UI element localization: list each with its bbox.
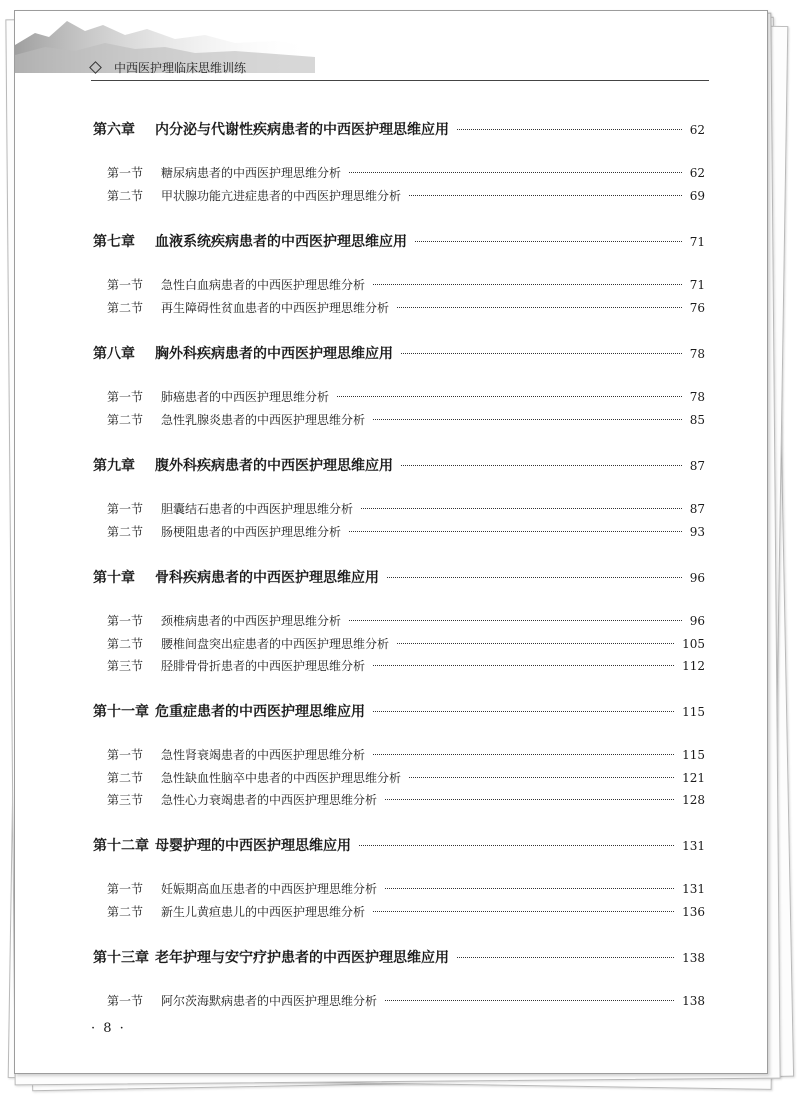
toc-chapter-entry[interactable] bbox=[93, 455, 705, 477]
section-number: 第三节 bbox=[107, 793, 144, 807]
entry-label bbox=[93, 835, 351, 855]
entry-label bbox=[93, 276, 365, 293]
entry-label bbox=[93, 880, 377, 897]
dot-leader bbox=[359, 845, 674, 846]
running-head-title: 中西医护理临床思维训练 bbox=[114, 61, 247, 75]
section-number: 第二节 bbox=[107, 637, 144, 651]
section-number: 第一节 bbox=[107, 278, 144, 292]
toc-chapter-entry[interactable] bbox=[93, 947, 705, 969]
toc-chapter-entry[interactable] bbox=[93, 231, 705, 253]
entry-label bbox=[93, 947, 449, 967]
chapter-title: 老年护理与安宁疗护患者的中西医护理思维应用 bbox=[155, 950, 449, 966]
diamond-icon bbox=[89, 61, 102, 74]
toc-chapter-entry[interactable] bbox=[93, 343, 705, 365]
section-number: 第二节 bbox=[107, 413, 144, 427]
entry-label bbox=[93, 657, 365, 674]
entry-label bbox=[93, 635, 389, 652]
section-title: 急性白血病患者的中西医护理思维分析 bbox=[161, 278, 366, 292]
dot-leader bbox=[457, 129, 682, 130]
page-ref: 62 bbox=[689, 166, 705, 180]
page-ref: 85 bbox=[689, 413, 705, 427]
chapter-number: 第九章 bbox=[93, 458, 135, 474]
entry-label bbox=[93, 791, 377, 808]
chapter-title: 胸外科疾病患者的中西医护理思维应用 bbox=[155, 346, 393, 362]
toc-section-entry[interactable] bbox=[93, 769, 705, 791]
section-number: 第二节 bbox=[107, 301, 144, 315]
header-rule bbox=[91, 80, 709, 81]
page-ref: 69 bbox=[689, 189, 705, 203]
dot-leader bbox=[373, 284, 682, 285]
dot-leader bbox=[409, 777, 674, 778]
page-ref: 138 bbox=[682, 994, 705, 1008]
section-number: 第一节 bbox=[107, 748, 144, 762]
section-title: 再生障碍性贫血患者的中西医护理思维分析 bbox=[161, 301, 390, 315]
chapter-number: 第十一章 bbox=[93, 704, 149, 720]
entry-label bbox=[93, 164, 341, 181]
chapter-number: 第十三章 bbox=[93, 950, 149, 966]
chapter-number: 第六章 bbox=[93, 122, 135, 138]
section-title: 颈椎病患者的中西医护理思维分析 bbox=[161, 614, 342, 628]
page-ref: 138 bbox=[682, 951, 705, 965]
section-number: 第二节 bbox=[107, 189, 144, 203]
page-ref: 78 bbox=[689, 347, 705, 361]
toc-section-entry[interactable] bbox=[93, 299, 705, 321]
page-ref: 112 bbox=[682, 659, 705, 673]
section-number: 第一节 bbox=[107, 882, 144, 896]
page-ref: 115 bbox=[682, 705, 705, 719]
entry-label bbox=[93, 388, 329, 405]
chapter-title: 内分泌与代谢性疾病患者的中西医护理思维应用 bbox=[155, 122, 449, 138]
section-title: 急性乳腺炎患者的中西医护理思维分析 bbox=[161, 413, 366, 427]
toc-section-entry[interactable] bbox=[93, 500, 705, 522]
toc-chapter-entry[interactable] bbox=[93, 119, 705, 141]
section-number: 第二节 bbox=[107, 771, 144, 785]
section-number: 第一节 bbox=[107, 390, 144, 404]
page-ref: 131 bbox=[682, 882, 705, 896]
section-number: 第一节 bbox=[107, 614, 144, 628]
dot-leader bbox=[397, 307, 682, 308]
dot-leader bbox=[337, 396, 682, 397]
dot-leader bbox=[373, 911, 674, 912]
section-title: 甲状腺功能亢进症患者的中西医护理思维分析 bbox=[161, 189, 402, 203]
entry-label bbox=[93, 746, 365, 763]
entry-label bbox=[93, 612, 341, 629]
toc-section-entry[interactable] bbox=[93, 523, 705, 545]
dot-leader bbox=[401, 353, 682, 354]
dot-leader bbox=[415, 241, 682, 242]
dot-leader bbox=[387, 577, 682, 578]
entry-label bbox=[93, 903, 365, 920]
page-ref: 76 bbox=[689, 301, 705, 315]
section-title: 急性肾衰竭患者的中西医护理思维分析 bbox=[161, 748, 366, 762]
page-ref: 62 bbox=[689, 123, 705, 137]
toc-section-entry[interactable] bbox=[93, 791, 705, 813]
chapter-title: 危重症患者的中西医护理思维应用 bbox=[155, 704, 365, 720]
page-ref: 71 bbox=[689, 278, 705, 292]
entry-label bbox=[93, 567, 379, 587]
dot-leader bbox=[349, 620, 682, 621]
toc-section-entry[interactable] bbox=[93, 276, 705, 298]
page-ref: 96 bbox=[689, 571, 705, 585]
dot-leader bbox=[457, 957, 674, 958]
section-number: 第一节 bbox=[107, 994, 144, 1008]
dot-leader bbox=[401, 465, 682, 466]
chapter-title: 骨科疾病患者的中西医护理思维应用 bbox=[155, 570, 379, 586]
toc-section-entry[interactable] bbox=[93, 992, 705, 1014]
page-ref: 131 bbox=[682, 839, 705, 853]
entry-label bbox=[93, 411, 365, 428]
entry-label bbox=[93, 187, 401, 204]
toc-section-entry[interactable] bbox=[93, 746, 705, 768]
toc-section-entry[interactable] bbox=[93, 657, 705, 679]
book-page bbox=[14, 10, 768, 1074]
toc-section-entry[interactable] bbox=[93, 612, 705, 634]
dot-leader bbox=[385, 799, 674, 800]
chapter-number: 第十二章 bbox=[93, 838, 149, 854]
section-title: 胫腓骨骨折患者的中西医护理思维分析 bbox=[161, 659, 366, 673]
entry-label bbox=[93, 231, 407, 251]
chapter-number: 第八章 bbox=[93, 346, 135, 362]
toc-section-entry[interactable] bbox=[93, 903, 705, 925]
dot-leader bbox=[373, 754, 674, 755]
dot-leader bbox=[373, 419, 682, 420]
toc-section-entry[interactable] bbox=[93, 411, 705, 433]
section-title: 肠梗阻患者的中西医护理思维分析 bbox=[161, 525, 342, 539]
entry-label bbox=[93, 523, 341, 540]
toc-section-entry[interactable] bbox=[93, 164, 705, 186]
page-ref: 93 bbox=[689, 525, 705, 539]
dot-leader bbox=[385, 888, 674, 889]
section-title: 急性心力衰竭患者的中西医护理思维分析 bbox=[161, 793, 378, 807]
entry-label bbox=[93, 769, 401, 786]
page-ref: 136 bbox=[682, 905, 705, 919]
entry-label bbox=[93, 343, 393, 363]
chapter-title: 母婴护理的中西医护理思维应用 bbox=[155, 838, 351, 854]
page-ref: 121 bbox=[682, 771, 705, 785]
toc-chapter-entry[interactable] bbox=[93, 835, 705, 857]
chapter-title: 腹外科疾病患者的中西医护理思维应用 bbox=[155, 458, 393, 474]
dot-leader bbox=[349, 172, 682, 173]
page-ref: 96 bbox=[689, 614, 705, 628]
toc-section-entry[interactable] bbox=[93, 880, 705, 902]
section-title: 急性缺血性脑卒中患者的中西医护理思维分析 bbox=[161, 771, 402, 785]
section-number: 第二节 bbox=[107, 525, 144, 539]
running-head bbox=[91, 59, 246, 76]
entry-label bbox=[93, 701, 365, 721]
dot-leader bbox=[373, 665, 674, 666]
dot-leader bbox=[349, 531, 682, 532]
toc-chapter-entry[interactable] bbox=[93, 701, 705, 723]
section-number: 第一节 bbox=[107, 502, 144, 516]
toc-section-entry[interactable] bbox=[93, 187, 705, 209]
section-number: 第三节 bbox=[107, 659, 144, 673]
toc-section-entry[interactable] bbox=[93, 635, 705, 657]
chapter-number: 第七章 bbox=[93, 234, 135, 250]
section-title: 腰椎间盘突出症患者的中西医护理思维分析 bbox=[161, 637, 390, 651]
chapter-number: 第十章 bbox=[93, 570, 135, 586]
section-title: 阿尔茨海默病患者的中西医护理思维分析 bbox=[161, 994, 378, 1008]
page-ref: 87 bbox=[689, 502, 705, 516]
entry-label bbox=[93, 500, 353, 517]
dot-leader bbox=[385, 1000, 674, 1001]
chapter-title: 血液系统疾病患者的中西医护理思维应用 bbox=[155, 234, 407, 250]
dot-leader bbox=[373, 711, 674, 712]
page-ref: 128 bbox=[682, 793, 705, 807]
section-title: 糖尿病患者的中西医护理思维分析 bbox=[161, 166, 342, 180]
section-number: 第一节 bbox=[107, 166, 144, 180]
toc-section-entry[interactable] bbox=[93, 388, 705, 410]
entry-label bbox=[93, 299, 389, 316]
page-ref: 105 bbox=[682, 637, 705, 651]
dot-leader bbox=[409, 195, 682, 196]
section-number: 第二节 bbox=[107, 905, 144, 919]
section-title: 肺癌患者的中西医护理思维分析 bbox=[161, 390, 330, 404]
dot-leader bbox=[397, 643, 674, 644]
section-title: 妊娠期高血压患者的中西医护理思维分析 bbox=[161, 882, 378, 896]
page-ref: 78 bbox=[689, 390, 705, 404]
section-title: 新生儿黄疸患儿的中西医护理思维分析 bbox=[161, 905, 366, 919]
page-ref: 115 bbox=[682, 748, 705, 762]
entry-label bbox=[93, 992, 377, 1009]
page-ref: 87 bbox=[689, 459, 705, 473]
entry-label bbox=[93, 119, 449, 139]
section-title: 胆囊结石患者的中西医护理思维分析 bbox=[161, 502, 354, 516]
dot-leader bbox=[361, 508, 682, 509]
page-ref: 71 bbox=[689, 235, 705, 249]
entry-label bbox=[93, 455, 393, 475]
toc-chapter-entry[interactable] bbox=[93, 567, 705, 589]
page-number: · 8 · bbox=[91, 1021, 126, 1036]
